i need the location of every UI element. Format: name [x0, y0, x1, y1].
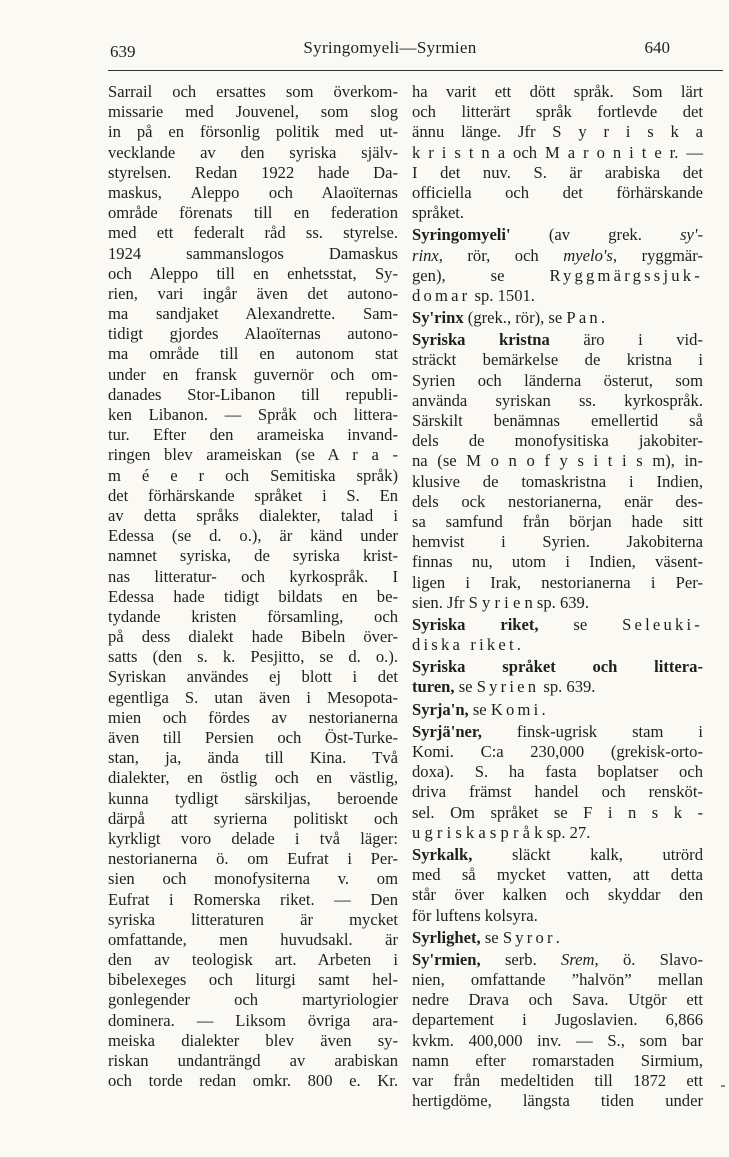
headword: Sy'rinx: [412, 308, 464, 328]
text-line: sel. Om språket se F i n s k -: [412, 802, 703, 822]
text-line: Edessa hade tidigt bildats en be-: [108, 586, 398, 606]
headword: turen,: [412, 677, 455, 697]
headword: Syriska riket,: [412, 614, 539, 634]
text-line: namnet syriska, de syriska krist-: [108, 546, 398, 566]
text-line: ha varit ett dött språk. Som lärt: [412, 82, 703, 101]
text-line: nedre Drava och Sava. Utgör ett: [412, 990, 703, 1010]
text-line: var från medeltiden till 1872 ett: [412, 1071, 703, 1090]
cross-reference: Pan: [566, 308, 601, 328]
text-line: ken Libanon. — Språk och littera-: [108, 405, 398, 424]
text-line: styrelsen. Redan 1922 hade Da-: [108, 162, 398, 182]
running-title: Syringomyeli—Syrmien: [303, 38, 477, 57]
text-line: omfattande, men huvudsakl. är: [108, 929, 398, 949]
left-column: [108, 82, 398, 1091]
text-line: Sarrail och ersattes som överkom-: [108, 82, 398, 101]
text-line: meiska dialekter blev även sy-: [108, 1030, 398, 1050]
text-line: driva främst handel och rensköt-: [412, 782, 703, 802]
text-line: I det nuv. S. är arabiska det: [412, 162, 703, 182]
text-line: nien, omfattande ”halvön” mellan: [412, 970, 703, 990]
text-line: departement i Jugoslavien. 6,866: [412, 1010, 703, 1030]
text-line: sien. Jfr S y r i e n sp. 639.: [412, 592, 589, 612]
entry-syriska-spraket: Syriska språket och littera- turen, se Syrien sp. 639.: [412, 657, 703, 697]
text-line: hertigdöme, längsta tiden under: [412, 1091, 703, 1111]
text-line: bibelexeges och liturgi samt hel-: [108, 970, 398, 990]
text-line: maskus, Aleppo och Alaoïternas: [108, 182, 398, 202]
text-line: under en fransk guvernör och om-: [108, 364, 398, 384]
text-line: nestorianerna ö. om Eufrat i Per-: [108, 849, 398, 869]
text-line: därpå att syrierna politiskt och: [108, 808, 398, 828]
headword: Sy'rmien,: [412, 949, 481, 969]
text-line: klusive de tomaskristna i Indien,: [412, 471, 703, 491]
text-line: tur. Efter den arameiska invand-: [108, 425, 398, 445]
cross-reference: Ryggmärgssjuk-: [549, 265, 703, 285]
scan-mark: [721, 1085, 725, 1087]
text-line: Syrien och länderna österut, som: [412, 370, 703, 390]
text-line: kunna tydligt särskiljas, beroende: [108, 788, 398, 808]
text-line: språket.: [412, 203, 465, 223]
text-line: och Aleppo till en enhetsstat, Sy-: [108, 263, 398, 283]
text-line: sträckt bemärkelse de kristna i: [412, 350, 703, 370]
text-line: och litterärt språk fortlevde det: [412, 102, 703, 122]
headword: Syrjä'ner,: [412, 721, 482, 741]
text-line: hemvist i Syrien. Jakobiterna: [412, 532, 703, 552]
entry-syringomyeli: Syringomyeli' (av grek. sy'- rinx, rör, och myelo's, ryggmär- gen), se Ryggmärgssjuk- domar sp. 1501.: [412, 225, 703, 305]
page-header: [110, 38, 670, 68]
text-line: Särskilt benämnas emellertid så: [412, 411, 703, 430]
text-line: använda syriskan ss. kyrkospråk.: [412, 390, 703, 410]
entry-syrjan: Syrja'n, se Komi.: [412, 699, 546, 719]
text-line: den av teologisk art. Arbeten i: [108, 950, 398, 970]
text-line: k r i s t n a och M a r o n i t e r. —: [412, 142, 703, 162]
text-line: med ett federalt råd ss. styrelse.: [108, 223, 398, 243]
cross-reference: Komi: [490, 699, 542, 719]
header-rule: [108, 70, 723, 71]
text-line: dialekter, en östlig och en västlig,: [108, 768, 398, 788]
text-line: dels de monofysitiska jakobiter-: [412, 431, 703, 451]
text-line: sa samfund från början hade sitt: [412, 511, 703, 531]
entry-syrkalk: Syrkalk, släckt kalk, utrörd med så mycket vatten, att detta står över kalken och skyddar den för luftens kolsyra.: [412, 844, 703, 925]
text-line: står över kalken och skyddar den: [412, 885, 703, 905]
text-line: Eufrat i Romerska riket. — Den: [108, 889, 398, 909]
text-line: dominera. — Liksom övriga ara-: [108, 1010, 398, 1030]
text-line: u g r i s k a s p r å k sp. 27.: [412, 822, 591, 842]
text-line: gonlegender och martyriologier: [108, 990, 398, 1010]
text-line: ringen blev arameiskan (se A r a -: [108, 445, 398, 465]
cross-reference: diska riket: [412, 635, 517, 655]
text-line: m é e r och Semitiska språk): [108, 465, 398, 485]
headword: Syriska språket och littera-: [412, 657, 703, 677]
text-line: dels ock nestorianerna, enär des-: [412, 491, 703, 511]
text-line: sien och monofysiterna v. om: [108, 869, 398, 889]
text-line: syriska litteraturen är mycket: [108, 909, 398, 929]
headword: Syringomyeli': [412, 225, 511, 245]
page-number-right: 640: [644, 38, 670, 57]
text-line: na (se M o n o f y s i t i s m), in-: [412, 451, 703, 471]
text-line: ligen i Irak, nestorianerna i Per-: [412, 572, 703, 592]
text-line: ännu länge. Jfr S y r i s k a: [412, 122, 703, 142]
text-line: för luftens kolsyra.: [412, 905, 538, 925]
headword: Syrkalk,: [412, 844, 473, 864]
text-line: kvkm. 400,000 inv. — S., som bar: [412, 1030, 703, 1050]
text-line: finnas nu, utom i Indien, väsent-: [412, 552, 703, 572]
cross-reference: domar: [412, 285, 471, 305]
headword: Syrja'n,: [412, 699, 469, 719]
text-line: officiella och det förhärskande: [412, 182, 703, 202]
text-line: egentliga S. utan även i Mesopota-: [108, 687, 398, 707]
text-line: nas litteratur- och kyrkospråk. I: [108, 566, 398, 586]
text-line: med så mycket vatten, att detta: [412, 865, 703, 885]
page-number-left: 639: [110, 42, 136, 61]
text-line: på dess dialekt hade Bibeln över-: [108, 627, 398, 647]
text-line: tydande kristen församling, och: [108, 606, 398, 626]
text-line: ma sandjaket Alexandrette. Sam-: [108, 304, 398, 324]
text-line: Komi. C:a 230,000 (grekisk-orto-: [412, 742, 703, 761]
right-column: [412, 82, 703, 1111]
text-line: det förhärskande språket i S. En: [108, 485, 398, 505]
headword: Syrlighet,: [412, 927, 481, 947]
text-line: mien och fördes av nestorianerna: [108, 707, 398, 727]
text-line: danades Stor-Libanon till republi-: [108, 384, 398, 404]
entry-syrinx: Sy'rinx (grek., rör), se Pan.: [412, 308, 606, 328]
text-line: stan, ja, ända till Kina. Två: [108, 748, 398, 768]
text-line: ma område till en autonom stat: [108, 344, 398, 364]
text-line: Edessa (se d. o.), är känd under: [108, 526, 398, 546]
text-line: 1924 sammanslogos Damaskus: [108, 243, 398, 263]
text-line: riskan undanträngd av arabiskan: [108, 1051, 398, 1070]
entry-syrmien: Sy'rmien, serb. Srem, ö. Slavo- nien, omfattande ”halvön” mellan nedre Drava och Sava. Utgör ett departement i Jugoslavien. 6,866 kvkm. 400,000 inv. — S., som bar namn efter romarstaden Sirmium, var från medeltiden till 1872 ett hertigdöme, längsta tiden under: [412, 949, 703, 1111]
text-line: Syriskan användes ej blott i det: [108, 667, 398, 687]
text-line: vecklande av den syriska själv-: [108, 142, 398, 162]
text-line: in på en försonlig politik med ut-: [108, 122, 398, 142]
cross-reference: Syror: [502, 927, 556, 947]
text-line: missarie med Jouvenel, som slog: [108, 102, 398, 122]
text-line: kyrkligt voro delade i två läger:: [108, 828, 398, 848]
text-line: även till Persien och Öst-Turke-: [108, 728, 398, 747]
entry-syrlighet: Syrlighet, se Syror.: [412, 927, 560, 947]
text-line: tidigt gjordes Alaoïternas autono-: [108, 324, 398, 344]
text-line: och torde redan omkr. 800 e. Kr.: [108, 1071, 398, 1091]
text-line: satts (den s. k. Pesjitto, se d. o.).: [108, 647, 398, 667]
text-line: rien, vari ingår även det autono-: [108, 283, 398, 303]
entry-syrien-continued: [412, 82, 703, 223]
text-line: doxa). S. ha fasta boplatser och: [412, 762, 703, 782]
text-line: område förenats till en federation: [108, 203, 398, 223]
cross-reference: Seleuki-: [622, 614, 703, 634]
entry-syrjaner: Syrjä'ner, finsk-ugrisk stam i Komi. C:a 230,000 (grekisk-orto- doxa). S. ha fasta boplatser och driva främst handel och rensköt- sel. Om språket se F i n s k - u g r i s k a s p r å k sp. 27.: [412, 721, 703, 842]
cross-reference: Syrien: [476, 677, 540, 697]
entry-syriska-riket: Syriska riket, se Seleuki- diska riket.: [412, 614, 703, 655]
text-line: av detta språks dialekter, talad i: [108, 505, 398, 525]
text-line: namn efter romarstaden Sirmium,: [412, 1050, 703, 1070]
entry-syriska-kristna: Syriska kristna äro i vid- sträckt bemärkelse de kristna i Syrien och länderna österut, som använda syriskan ss. kyrkospråk. Särskilt benämnas emellertid så dels de monofysitiska jakobiter- na (se M o n o f y s i t i s m), in- klusive de tomaskristna i Indien, dels ock nestorianerna, enär des- sa samfund från början hade sitt hemvist i Syrien. Jakobiterna finnas nu, utom i Indien, väsent- ligen i Irak, nestorianerna i Per- sien. Jfr S y r i e n sp. 639.: [412, 330, 703, 612]
headword: Syriska kristna: [412, 330, 550, 350]
